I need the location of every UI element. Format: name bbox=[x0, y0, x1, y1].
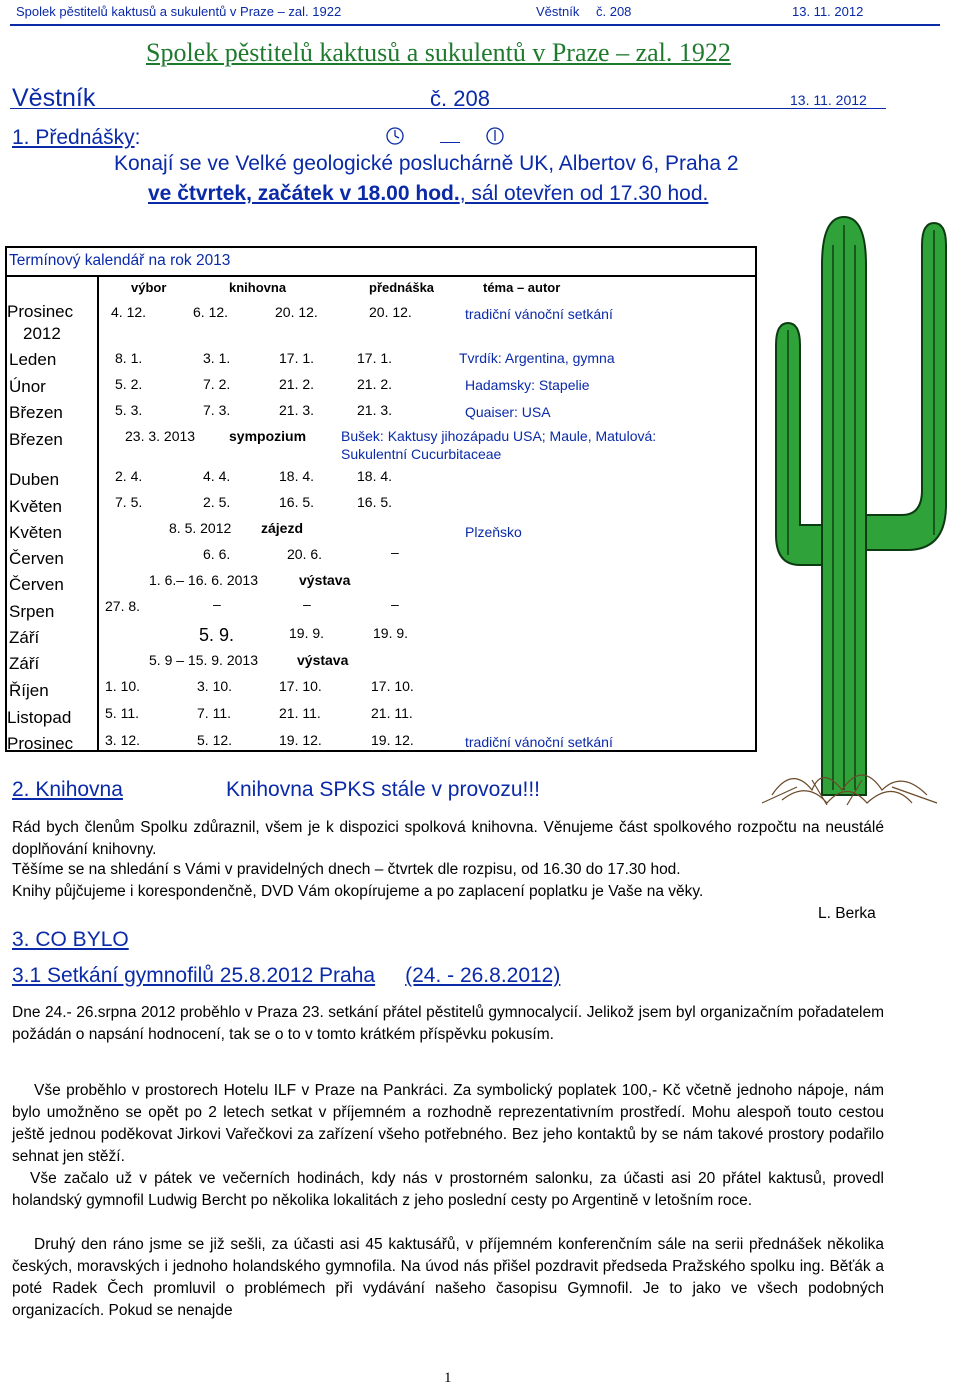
library-paragraph-3: Knihy půjčujeme i korespondenčně, DVD Vám okopírujeme a po zaplacení poplatku je Vaše na věky. bbox=[12, 883, 704, 900]
calendar-event-label: výstava bbox=[299, 572, 351, 588]
calendar-cell: 21. 11. bbox=[279, 705, 321, 721]
calendar-month: Květen bbox=[9, 497, 62, 516]
masthead-issue: č. 208 bbox=[430, 86, 490, 111]
header-rule bbox=[10, 24, 940, 26]
calendar-month: Prosinec bbox=[7, 734, 74, 753]
calendar-cell: 7. 2. bbox=[203, 376, 231, 392]
calendar-cell: 19. 9. bbox=[289, 625, 325, 641]
calendar-cell: 16. 5. bbox=[279, 494, 315, 510]
calendar-header-knihovna: knihovna bbox=[229, 280, 287, 295]
lectures-time-rest: , sál otevřen od 17.30 hod. bbox=[459, 182, 709, 205]
calendar-cell: – bbox=[391, 544, 399, 560]
calendar-cell: 19. 12. bbox=[279, 732, 322, 748]
calendar-cell: 5. 3. bbox=[115, 402, 143, 418]
calendar-month-year: 2012 bbox=[23, 324, 61, 343]
calendar-cell: 2. 5. bbox=[203, 494, 231, 510]
lectures-heading-text: 1. Přednášky bbox=[12, 126, 135, 149]
calendar-topic: tradiční vánoční setkání bbox=[465, 306, 613, 322]
calendar-cell: 3. 1. bbox=[203, 350, 231, 366]
calendar-cell: 16. 5. bbox=[357, 494, 393, 510]
calendar-table bbox=[5, 246, 757, 752]
calendar-event-label: zájezd bbox=[261, 520, 304, 536]
calendar-month: Leden bbox=[9, 350, 57, 369]
past-subheading bbox=[12, 964, 560, 988]
calendar-cell: 19. 12. bbox=[371, 732, 414, 748]
calendar-event-label: výstava bbox=[297, 652, 349, 668]
masthead-date: 13. 11. 2012 bbox=[790, 92, 867, 108]
calendar-cell: 6. 12. bbox=[193, 304, 229, 320]
calendar-month: Září bbox=[9, 628, 40, 647]
calendar-cell: 4. 4. bbox=[203, 468, 231, 484]
calendar-month: Březen bbox=[9, 430, 63, 449]
calendar-month: Listopad bbox=[7, 708, 72, 727]
calendar-cell: 7. 3. bbox=[203, 402, 231, 418]
calendar-cell: 3. 10. bbox=[197, 678, 233, 694]
lectures-heading-colon: : bbox=[134, 126, 141, 149]
past-paragraph-4: Druhý den ráno jsme se již sešli, za účasti asi 45 kaktusářů, v příjemném konferenčním sále na serii přednášek několika českých, moravských i jednoho holandského gymnofila. Na úvod nás přišel pozdravit předseda Pražského spolku ing. Běťák a poté Radek Čech promluvil o problémech při vydávání našeho časopisu Gymnofil. Je to jako ve všech podobných organizacích. Pokud se nenajde bbox=[12, 1236, 884, 1319]
calendar-month: Říjen bbox=[9, 681, 49, 700]
calendar-header-prednaska: přednáška bbox=[369, 280, 435, 295]
calendar-cell: – bbox=[303, 596, 311, 612]
calendar-topic: Plzeňsko bbox=[465, 524, 522, 540]
calendar-month: Březen bbox=[9, 403, 63, 422]
masthead-bulletin: Věstník bbox=[12, 84, 96, 112]
library-paragraph-1: Rád bych členům Spolku zdůraznil, všem je k dispozici spolková knihovna. Věnujeme část spolkového rozpočtu na neustálé doplňování knihovny. bbox=[12, 819, 884, 858]
masthead-title: Spolek pěstitelů kaktusů a sukulentů v Praze – zal. 1922 bbox=[146, 38, 731, 67]
library-signature: L. Berka bbox=[818, 905, 876, 922]
past-subheading-title: 3.1 Setkání gymnofilů 25.8.2012 Praha bbox=[12, 964, 376, 987]
calendar-month: Červen bbox=[9, 549, 64, 568]
calendar-header-vybor: výbor bbox=[131, 280, 167, 295]
calendar-cell: 21. 2. bbox=[279, 376, 315, 392]
calendar-cell: 20. 6. bbox=[287, 546, 323, 562]
library-heading: 2. Knihovna bbox=[12, 778, 123, 801]
calendar-month: Duben bbox=[9, 470, 60, 489]
running-header-society: Spolek pěstitelů kaktusů a sukulentů v Praze – zal. 1922 bbox=[16, 4, 342, 19]
calendar-cell: – bbox=[391, 596, 399, 612]
calendar-cell: 1. 10. bbox=[105, 678, 141, 694]
calendar-cell: 7. 5. bbox=[115, 494, 143, 510]
calendar-header-tema: téma – autor bbox=[483, 280, 561, 295]
past-paragraph-3: Vše začalo už v pátek ve večerních hodinách, kdy nás v prostorném salonku, za účasti asi 20 přátel kaktusů, provedl holandský gymnofil Ludwig Bercht po několika lokalitách z jeho poslední cesty po Argentině v letošním roce. bbox=[12, 1170, 884, 1209]
past-paragraph-2: Vše proběhlo v prostorech Hotelu ILF v Praze na Pankráci. Za symbolický poplatek 100,- Kč včetně jednoho nápoje, nám bylo umožněno se opět po 2 letech setkat v příjemném a rozhodně reprezentativním prostředí. Mohu alespoň touto cestou ještě jednou poděkovat Jirkovi Vařečkovi za zařízení všeho potřebného. Bez jeho kontaktů by se nám takové prostory podařilo sehnat jen stěží. bbox=[12, 1082, 884, 1165]
calendar-event-date: 5. 9 – 15. 9. 2013 bbox=[149, 652, 258, 668]
calendar-topic: tradiční vánoční setkání bbox=[465, 734, 613, 750]
calendar-event-date: 8. 5. 2012 bbox=[169, 520, 232, 536]
calendar-cell: 17. 10. bbox=[371, 678, 414, 694]
lectures-heading bbox=[12, 126, 140, 150]
calendar-cell: 21. 11. bbox=[371, 705, 413, 721]
calendar-event-date: 1. 6.– 16. 6. 2013 bbox=[149, 572, 258, 588]
calendar-cell: 5. 11. bbox=[105, 705, 139, 721]
calendar-month: Únor bbox=[9, 377, 46, 396]
calendar-cell: 20. 12. bbox=[369, 304, 412, 320]
calendar-month: Prosinec bbox=[7, 302, 74, 321]
calendar-topic: Hadamsky: Stapelie bbox=[465, 377, 590, 393]
past-subheading-dates: (24. - 26.8.2012) bbox=[405, 964, 561, 987]
clock-icon bbox=[385, 126, 405, 146]
calendar-month: Květen bbox=[9, 523, 62, 542]
calendar-cell: 5. 12. bbox=[197, 732, 233, 748]
calendar-month: Srpen bbox=[9, 602, 55, 621]
page-number: 1 bbox=[444, 1370, 452, 1386]
calendar-title: Termínový kalendář na rok 2013 bbox=[9, 252, 231, 269]
calendar-cell: 6. 6. bbox=[203, 546, 231, 562]
calendar-cell: 2. 4. bbox=[115, 468, 143, 484]
lectures-time-start: ve čtvrtek, začátek v 18.00 hod. bbox=[148, 182, 460, 205]
lectures-time bbox=[148, 182, 708, 206]
calendar-cell: 3. 12. bbox=[105, 732, 141, 748]
library-paragraph-2: Těšíme se na shledání s Vámi v pravidelných dnech – čtvrtek dle rozpisu, od 16.30 do 17.30 hod. bbox=[12, 861, 681, 878]
library-headline: Knihovna SPKS stále v provozu!!! bbox=[226, 778, 541, 801]
calendar-topic: Bušek: Kaktusy jihozápadu USA; Maule, Matulová: bbox=[341, 428, 657, 444]
calendar-event-label: sympozium bbox=[229, 428, 307, 444]
running-header-bulletin: Věstník bbox=[536, 4, 580, 19]
clock-icon bbox=[485, 126, 505, 146]
calendar-cell: 27. 8. bbox=[105, 598, 141, 614]
cactus-illustration bbox=[752, 205, 957, 810]
calendar-event-date: 23. 3. 2013 bbox=[125, 428, 196, 444]
calendar-cell: 21. 2. bbox=[357, 376, 393, 392]
calendar-header-rule bbox=[7, 275, 755, 277]
calendar-topic: Tvrdík: Argentina, gymna bbox=[459, 350, 615, 366]
calendar-cell: – bbox=[213, 596, 221, 612]
lectures-venue: Konají se ve Velké geologické posluchárně UK, Albertov 6, Praha 2 bbox=[114, 152, 739, 175]
calendar-topic: Quaiser: USA bbox=[465, 404, 551, 420]
clock-dash bbox=[440, 142, 460, 143]
calendar-month: Červen bbox=[9, 575, 64, 594]
calendar-cell: 18. 4. bbox=[357, 468, 393, 484]
calendar-cell: 21. 3. bbox=[279, 402, 315, 418]
calendar-cell: 17. 1. bbox=[357, 350, 393, 366]
past-heading: 3. CO BYLO bbox=[12, 928, 129, 951]
calendar-cell: 18. 4. bbox=[279, 468, 315, 484]
calendar-cell: 17. 10. bbox=[279, 678, 322, 694]
calendar-cell: 4. 12. bbox=[111, 304, 147, 320]
past-paragraph-1: Dne 24.- 26.srpna 2012 proběhlo v Praza 23. setkání přátel pěstitelů gymnocalycií. Jelikož jsem byl organizačním pořadatelem požádán o napsání hodnocení, tak se o to v tomto krátkém příspěvku pokusím. bbox=[12, 1004, 884, 1043]
calendar-cell: 19. 9. bbox=[373, 625, 409, 641]
calendar-cell: 7. 11. bbox=[197, 705, 231, 721]
calendar-cell: 5. 9. bbox=[199, 625, 235, 645]
calendar-cell: 8. 1. bbox=[115, 350, 143, 366]
calendar-column-rule bbox=[97, 275, 99, 751]
calendar-cell: 21. 3. bbox=[357, 402, 393, 418]
running-header-issue: č. 208 bbox=[596, 4, 632, 19]
calendar-topic-continued: Sukulentní Cucurbitaceae bbox=[341, 446, 502, 462]
calendar-cell: 17. 1. bbox=[279, 350, 315, 366]
calendar-month: Září bbox=[9, 654, 40, 673]
calendar-cell: 5. 2. bbox=[115, 376, 143, 392]
calendar-cell: 20. 12. bbox=[275, 304, 318, 320]
running-header-date: 13. 11. 2012 bbox=[792, 4, 864, 19]
